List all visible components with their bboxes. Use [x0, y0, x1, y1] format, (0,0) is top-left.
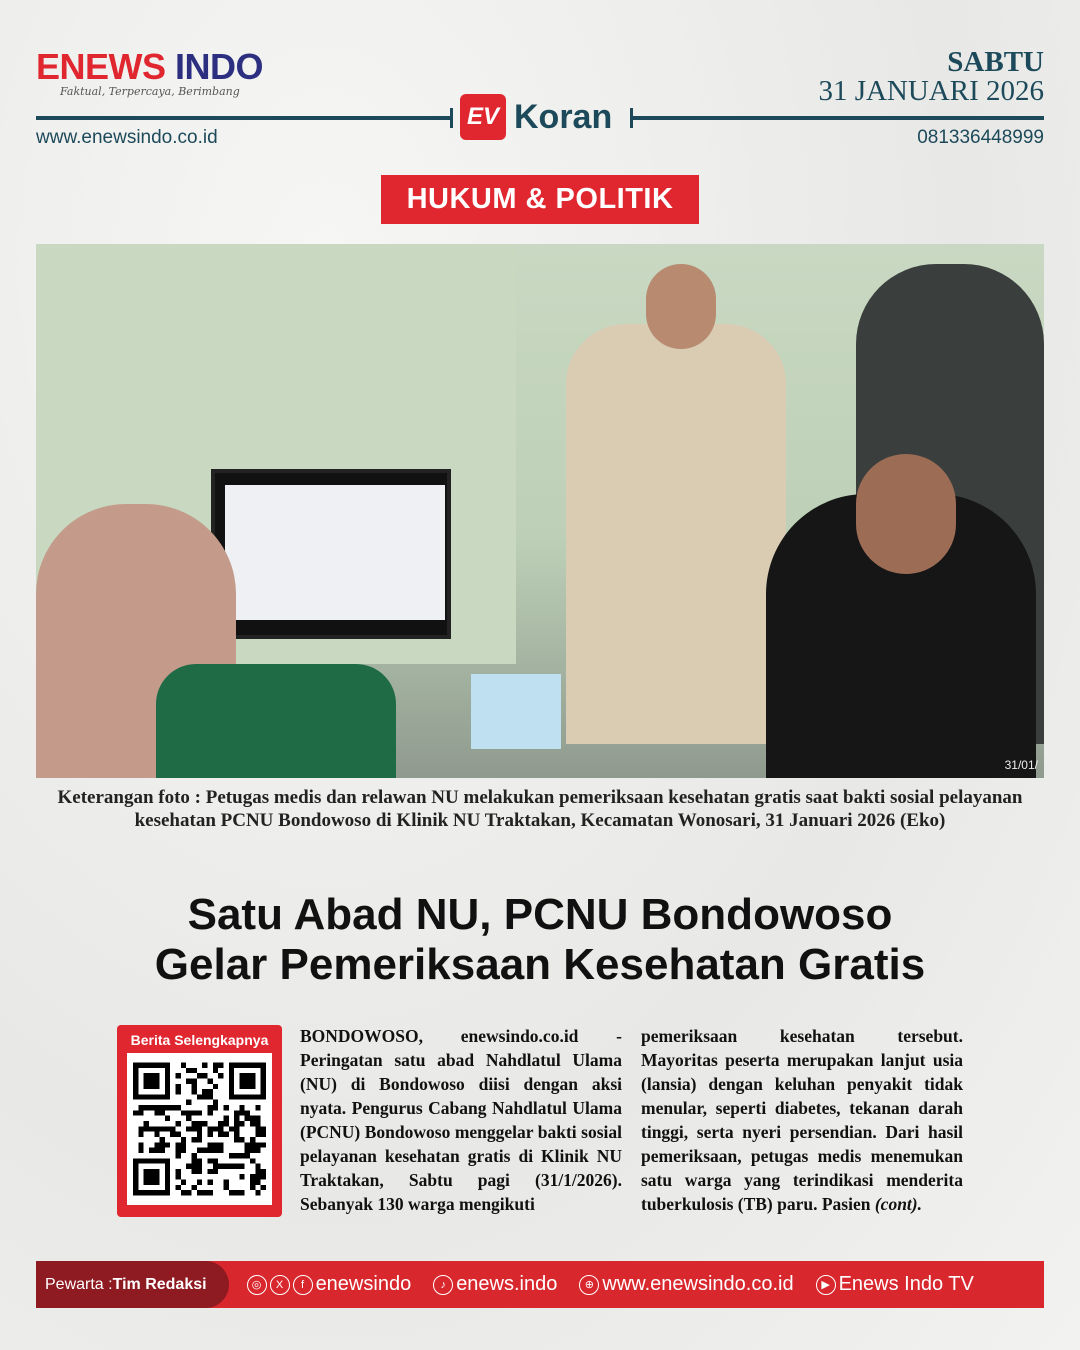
- edition-label: Koran: [514, 97, 613, 136]
- divider: [630, 108, 633, 128]
- footer-bar: [36, 1261, 1044, 1308]
- qr-code-box[interactable]: [117, 1025, 282, 1217]
- reporter-badge: [36, 1261, 229, 1308]
- youtube-icon: ▶: [816, 1275, 836, 1295]
- divider: [632, 116, 1044, 120]
- tagline: Faktual, Terpercaya, Berimbang: [60, 85, 240, 98]
- date-block: SABTU 31 JANUARI 2026: [818, 46, 1044, 107]
- facebook-icon: f: [293, 1275, 313, 1295]
- x-icon: X: [270, 1275, 290, 1295]
- tiktok-label: enews.indo: [456, 1273, 558, 1295]
- tiktok-icon: ♪: [433, 1275, 453, 1295]
- brand-logo: ENEWS INDO: [36, 46, 264, 87]
- globe-icon: ⊕: [579, 1275, 599, 1295]
- web-label: www.enewsindo.co.id: [602, 1273, 794, 1295]
- divider: [36, 116, 450, 120]
- article-column-1: BONDOWOSO, enewsindo.co.id - Peringatan satu abad Nahdlatul Ulama (NU) di Bondowoso diisi dengan aksi nyata. Pengurus Cabang Nahdlatul Ulama (PCNU) Bondowoso menggelar bakti sosial pelayanan kesehatan gratis di Klinik NU Traktakan, Sabtu pagi (31/1/2026). Sebanyak 130 warga mengikuti: [300, 1026, 622, 1214]
- reporter-label: Pewarta :: [45, 1275, 113, 1293]
- article-text: pemeriksaan kesehatan tersebut. Mayoritas peserta merupakan lanjut usia (lansia) dengan keluhan penyakit tidak menular, seperti diabetes, tekanan darah tinggi, serta nyeri persendian. Dari hasil pemeriksaan, petugas medis menemukan satu warga yang terindikasi menderita tuberkulosis (TB) paru. Pasien: [641, 1026, 963, 1214]
- ev-logo-icon: EV: [460, 94, 506, 140]
- headline: [40, 890, 1040, 990]
- divider: [450, 108, 453, 128]
- qr-code[interactable]: [127, 1053, 272, 1205]
- website-footer-link[interactable]: [579, 1273, 793, 1296]
- photo-timestamp: 31/01/: [1004, 758, 1038, 772]
- social-label: enewsindo: [315, 1273, 412, 1295]
- news-photo: [36, 244, 1044, 778]
- photo-caption: Keterangan foto : Petugas medis dan relawan NU melakukan pemeriksaan kesehatan gratis saat bakti sosial pelayanan kesehatan PCNU Bondowoso di Klinik NU Traktakan, Kecamatan Wonosari, 31 Januari 2026 (Eko): [57, 787, 1023, 831]
- headline-line: Gelar Pemeriksaan Kesehatan Gratis: [154, 940, 926, 989]
- phone-number: 081336448999: [917, 127, 1044, 148]
- continued-note: (cont).: [874, 1194, 923, 1214]
- website-link[interactable]: www.enewsindo.co.id: [36, 127, 218, 148]
- edition-logo: [460, 94, 612, 140]
- youtube-label: Enews Indo TV: [838, 1273, 974, 1295]
- tiktok-handle[interactable]: [433, 1273, 557, 1296]
- instagram-icon: ◎: [247, 1275, 267, 1295]
- social-handle[interactable]: [247, 1273, 412, 1296]
- reporter-name: Tim Redaksi: [112, 1275, 207, 1293]
- article-column-2: [641, 1024, 963, 1216]
- category-badge: HUKUM & POLITIK: [381, 175, 699, 224]
- youtube-channel[interactable]: [816, 1273, 974, 1296]
- qr-label: Berita Selengkapnya: [130, 1032, 269, 1048]
- headline-line: Satu Abad NU, PCNU Bondowoso: [187, 890, 893, 939]
